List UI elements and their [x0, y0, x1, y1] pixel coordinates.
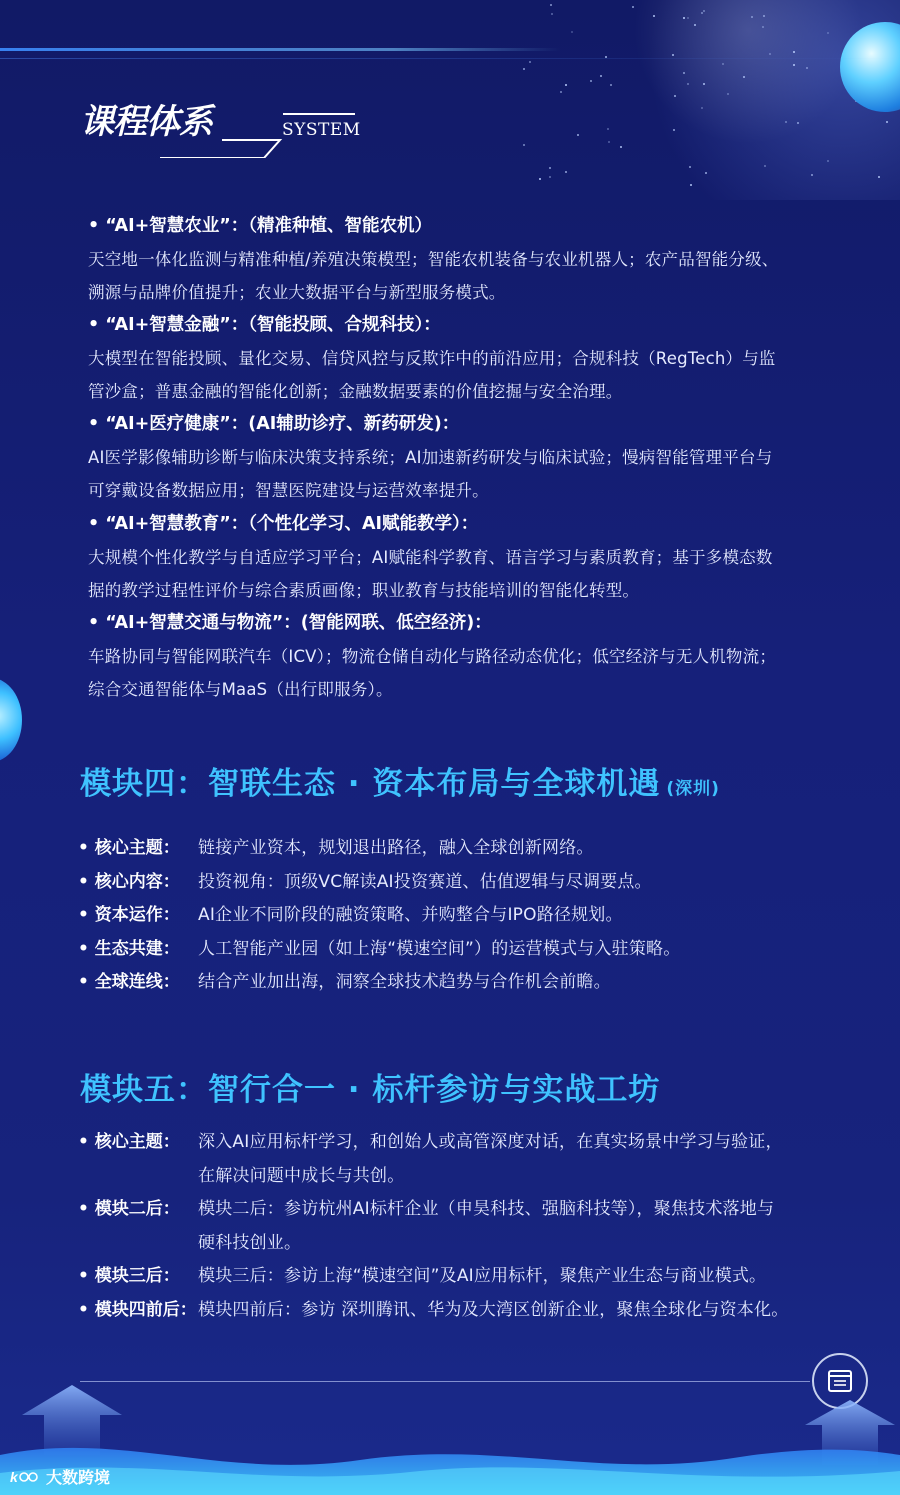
- star-dot: [687, 17, 689, 19]
- star-dot: [610, 84, 612, 86]
- section-line: 可穿戴设备数据应用；智慧医院建设与运营效率提升。: [88, 481, 489, 500]
- item-value: 模块三后：参访上海“模速空间”及AI应用标杆，聚焦产业生态与商业模式。: [198, 1266, 767, 1286]
- item-line: 在解决问题中成长与共创。: [198, 1165, 405, 1186]
- section-title: • “AI+智慧金融”：（智能投顾、合规科技）：: [88, 315, 441, 335]
- star-dot: [743, 76, 745, 78]
- item-line: 硬科技创业。: [198, 1232, 302, 1253]
- section-title: • “AI+智慧农业”：（精准种植、智能农机）: [88, 216, 432, 236]
- top-light-line-thin: [0, 58, 900, 59]
- star-dot: [551, 13, 553, 15]
- star-dot: [523, 144, 525, 146]
- section-line: 管沙盒；普惠金融的智能化创新；金融数据要素的价值挖掘与安全治理。: [88, 382, 623, 401]
- list-item: [78, 832, 858, 866]
- section-title: • “AI+医疗健康”：(AI辅助诊疗、新药研发)：: [88, 414, 460, 434]
- star-dot: [653, 15, 655, 17]
- module4-list: [78, 832, 858, 1000]
- brand-name: 大数跨境: [46, 1468, 111, 1487]
- star-dot: [703, 83, 705, 85]
- star-dot: [722, 63, 724, 65]
- item-value: 链接产业资本，规划退出路径，融入全球创新网络。: [198, 838, 594, 858]
- star-dot: [687, 83, 689, 85]
- star-dot: [701, 12, 703, 14]
- item-key: • 全球连线：: [78, 972, 180, 992]
- item-key: • 核心主题：: [78, 838, 180, 858]
- top-light-line: [0, 48, 560, 51]
- star-dot: [607, 128, 609, 130]
- section-line: 车路协同与智能网联汽车（ICV）；物流仓储自动化与路径动态优化；低空经济与无人机物流；: [88, 647, 777, 666]
- item-key: • 核心主题：: [78, 1132, 180, 1152]
- brand-logo: [10, 1465, 110, 1488]
- star-dot: [785, 121, 787, 123]
- section-line: AI医学影像辅助诊断与临床决策支持系统；AI加速新药研发与临床试验；慢病智能管理平台与: [88, 448, 773, 467]
- star-dot: [683, 72, 685, 74]
- section-medical: [88, 408, 848, 507]
- module5-title: [80, 1064, 660, 1109]
- star-dot: [608, 141, 610, 143]
- star-dot: [701, 107, 703, 109]
- star-dot: [751, 16, 753, 18]
- item-key: • 模块四前后：: [78, 1299, 197, 1320]
- section-education: [88, 508, 848, 607]
- bottom-wave-decor: [0, 1385, 900, 1495]
- section-title: • “AI+智慧教育”：（个性化学习、AI赋能教学）：: [88, 514, 479, 534]
- item-value: 模块四前后：参访 深圳腾讯、华为及大湾区创新企业，聚焦全球化与资本化。: [198, 1299, 789, 1320]
- star-dot: [549, 167, 551, 169]
- item-key: • 资本运作：: [78, 905, 180, 925]
- star-dot: [806, 67, 808, 69]
- list-item: [78, 1294, 858, 1328]
- star-dot: [827, 160, 829, 162]
- section-line: 据的教学过程性评价与综合素质画像；职业教育与技能培训的智能化转型。: [88, 581, 640, 600]
- section-transport: [88, 607, 848, 706]
- module5-list: [78, 1126, 858, 1327]
- star-dot: [797, 122, 799, 124]
- star-dot: [689, 166, 691, 168]
- list-item: [78, 966, 858, 1000]
- section-header: [80, 88, 380, 152]
- item-value: [198, 1126, 858, 1193]
- star-dot: [762, 26, 764, 28]
- section-line: 天空地一体化监测与精准种植/养殖决策模型；智能农机装备与农业机器人；农产品智能分级、: [88, 250, 779, 269]
- module4-title: [80, 758, 720, 803]
- item-line: 模块二后：参访杭州AI标杆企业（申昊科技、强脑科技等），聚焦技术落地与: [198, 1199, 775, 1219]
- item-value: 结合产业加出海，洞察全球技术趋势与合作机会前瞻。: [198, 972, 611, 992]
- module5-title-text: 模块五：智行合一 · 标杆参访与实战工坊: [80, 1072, 661, 1108]
- star-dot: [705, 172, 707, 174]
- star-dot: [590, 80, 592, 82]
- item-value: 投资视角：顶级VC解读AI投资赛道、估值逻辑与尽调要点。: [198, 871, 652, 892]
- item-value: 人工智能产业园（如上海“模速空间”）的运营模式与入驻策略。: [198, 938, 681, 959]
- star-dot: [886, 121, 888, 123]
- star-dot: [673, 129, 675, 131]
- section-finance: [88, 309, 848, 408]
- section-title: • “AI+智慧交通与物流”：(智能网联、低空经济)：: [88, 613, 492, 633]
- item-key: • 模块二后：: [78, 1199, 180, 1219]
- star-dot: [727, 93, 729, 95]
- section-line: 溯源与品牌价值提升；农业大数据平台与新型服务模式。: [88, 283, 506, 302]
- item-key: • 核心内容：: [78, 871, 180, 892]
- item-value: AI企业不同阶段的融资策略、并购整合与IPO路径规划。: [198, 905, 623, 925]
- section-line: 综合交通智能体与MaaS（出行即服务）。: [88, 680, 393, 699]
- section-line: 大规模个性化教学与自适应学习平台；AI赋能科学教育、语言学习与素质教育；基于多模态数: [88, 548, 773, 567]
- star-dot: [703, 10, 705, 12]
- star-dot: [600, 75, 602, 77]
- header-title-cn: 课程体系: [80, 102, 212, 142]
- star-dot: [793, 51, 795, 53]
- section-agriculture: [88, 210, 848, 309]
- star-dot: [571, 31, 573, 33]
- star-dot: [523, 68, 525, 70]
- list-item: [78, 899, 858, 933]
- starfield: [520, 0, 900, 200]
- star-dot: [769, 53, 771, 55]
- list-item: [78, 1193, 858, 1260]
- star-dot: [690, 184, 692, 186]
- star-dot: [560, 91, 562, 93]
- header-title-en: SYSTEM: [282, 120, 361, 140]
- module4-subtitle: (深圳): [666, 779, 720, 799]
- item-key: • 模块三后：: [78, 1266, 180, 1286]
- list-item: [78, 866, 858, 900]
- list-item: [78, 1260, 858, 1294]
- star-dot: [632, 6, 634, 8]
- glow-orb-left: [0, 678, 22, 762]
- star-dot: [694, 24, 696, 26]
- list-item: [78, 933, 858, 967]
- item-value: [198, 1193, 858, 1260]
- svg-text:k: k: [10, 1468, 18, 1485]
- list-item: [78, 1126, 858, 1193]
- star-dot: [550, 4, 552, 6]
- k100-logo-icon: [10, 1466, 40, 1488]
- star-dot: [529, 61, 531, 63]
- module4-title-text: 模块四：智联生态 · 资本布局与全球机遇: [80, 766, 661, 802]
- star-dot: [565, 84, 567, 86]
- star-dot: [683, 17, 685, 19]
- star-dot: [672, 54, 674, 56]
- star-dot: [549, 176, 551, 178]
- star-dot: [763, 15, 765, 17]
- star-dot: [764, 165, 766, 167]
- star-dot: [620, 146, 622, 148]
- section-line: 大模型在智能投顾、量化交易、信贷风控与反欺诈中的前沿应用；合规科技（RegTech）与监: [88, 349, 776, 368]
- star-dot: [793, 64, 795, 66]
- star-dot: [827, 32, 829, 34]
- star-dot: [878, 176, 880, 178]
- item-key: • 生态共建：: [78, 938, 180, 959]
- star-dot: [577, 134, 579, 136]
- star-dot: [565, 171, 567, 173]
- item-line: 深入AI应用标杆学习，和创始人或高管深度对话，在真实场景中学习与验证，: [198, 1132, 783, 1152]
- star-dot: [674, 95, 676, 97]
- star-dot: [811, 174, 813, 176]
- star-dot: [539, 178, 541, 180]
- bottom-divider: [80, 1381, 810, 1382]
